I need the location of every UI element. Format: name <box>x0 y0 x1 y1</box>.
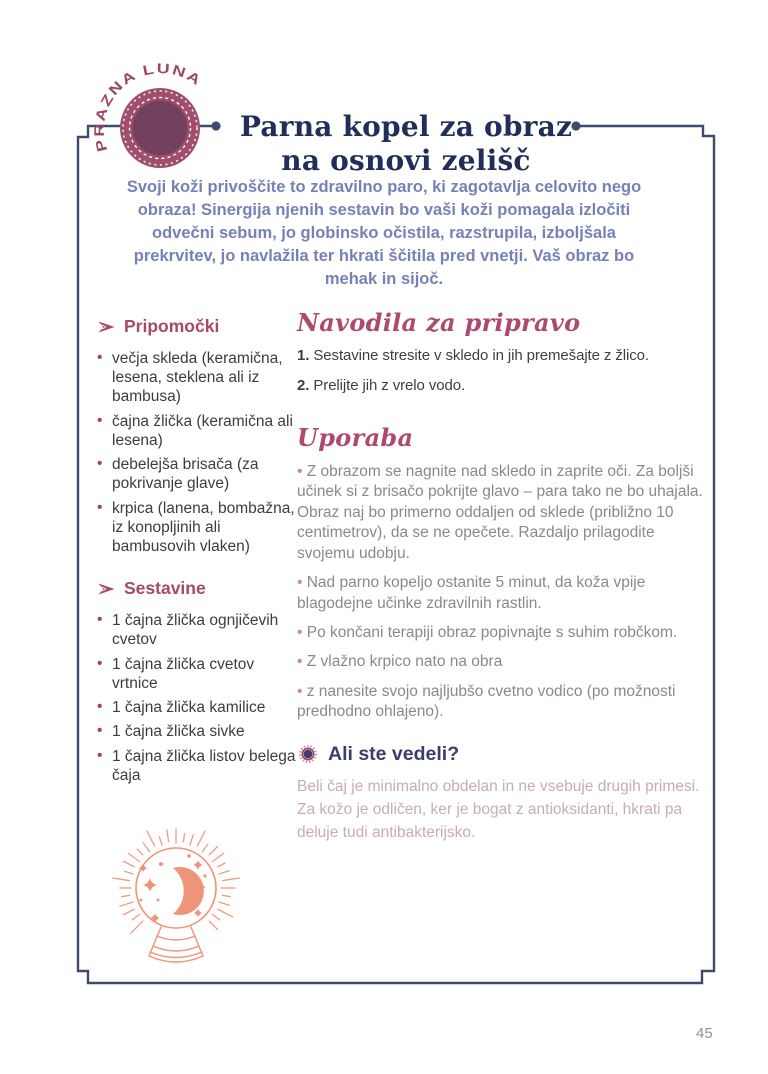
list-item: • čajna žlička (keramična ali lesena) <box>97 412 297 450</box>
list-item: • 1 čajna žlička kamilice <box>97 698 297 717</box>
badge-moon-circle <box>133 101 188 156</box>
usage-bullet: • Z vlažno krpico nato na obra <box>297 652 703 672</box>
list-item: • večja skleda (keramična, lesena, steklena ali iz bambusa) <box>97 349 297 407</box>
step-number: 2. <box>297 376 310 394</box>
list-item: • debelejša brisača (za pokrivanje glave) <box>97 455 297 493</box>
left-column <box>97 316 297 807</box>
section-arrow-icon <box>97 320 116 334</box>
usage-bullet: • Po končani terapiji obraz popivnajte s suhim robčkom. <box>297 623 703 643</box>
list-item: • 1 čajna žlička sivke <box>97 722 297 741</box>
usage-bullet: • Nad parno kopeljo ostanite 5 minut, da koža vpije blagodejne učinke zdravilnih rastlin. <box>297 573 703 614</box>
instruction-step <box>297 375 703 398</box>
page-title-line2: na osnovi zelišč <box>281 143 531 177</box>
did-you-know-label: Ali ste vedeli? <box>328 742 460 765</box>
instructions-heading: Navodila za pripravo <box>297 308 581 337</box>
badge-curved-label: PRAZNA LUNA <box>90 59 203 154</box>
tools-heading <box>97 316 297 337</box>
usage-bullet: • z nanesite svojo najljubšo cvetno vodico (po možnosti predhodno ohlajeno). <box>297 682 703 723</box>
usage-heading: Uporaba <box>297 423 414 453</box>
instruction-step <box>297 345 703 368</box>
did-you-know-text: Beli čaj je minimalno obdelan in ne vsebuje drugih primesi. Za kožo je odličen, ker je bogat z antioksidanti, hkrati pa deluje tudi antibakterijsko. <box>297 777 700 842</box>
list-item: • 1 čajna žlička listov belega čaja <box>97 747 297 785</box>
page-title-line1: Parna kopel za obraz <box>239 109 573 143</box>
step-number: 1. <box>297 347 310 365</box>
section-arrow-icon <box>97 582 116 596</box>
did-you-know-box <box>297 743 703 845</box>
list-item: • krpica (lanena, bombažna, iz konopljinih ali bambusovih vlaken) <box>97 499 297 557</box>
crystal-ball-globe <box>136 848 216 928</box>
crystal-ball-rays <box>113 829 239 933</box>
tools-heading-label: Pripomočki <box>124 316 220 336</box>
crystal-ball-base <box>149 927 203 962</box>
step-text: Prelijte jih z vrelo vodo. <box>313 376 466 394</box>
crystal-ball-illustration <box>101 822 253 974</box>
step-text: Sestavine stresite v skledo in jih premešajte z žlico. <box>313 347 649 365</box>
ingredients-list <box>97 611 297 785</box>
page-title <box>224 110 588 178</box>
ingredients-heading <box>97 578 297 599</box>
list-item: • 1 čajna žlička cvetov vrtnice <box>97 655 297 693</box>
sun-flower-icon <box>297 743 319 765</box>
ingredients-heading-label: Sestavine <box>124 578 206 599</box>
page-number: 45 <box>696 1025 713 1042</box>
right-column <box>297 310 703 845</box>
intro-paragraph: Svoji koži privoščite to zdravilno paro, ki zagotavlja celovito nego obraza! Sinergija njenih sestavin bo vaši koži pomagala izločiti odvečni sebum, jo globinsko očistila, razstrupila, izboljšala prekrvitev, jo navlažila ter hkrati ščitila pred vnetji. Vaš obraz bo mehak in sijoč. <box>126 178 642 289</box>
tools-list <box>97 349 297 556</box>
did-you-know-heading <box>297 743 703 766</box>
usage-bullet: • Z obrazom se nagnite nad skledo in zaprite oči. Za boljši učinek si z brisačo pokrijte glavo – para tako ne bo uhajala. Obraz naj bo primerno oddaljen od sklede (približno 10 centimetrov), da se ne opečete. Razdaljo prilagodite svojemu udobju. <box>297 462 703 564</box>
list-item: • 1 čajna žlička ognjičevih cvetov <box>97 611 297 649</box>
